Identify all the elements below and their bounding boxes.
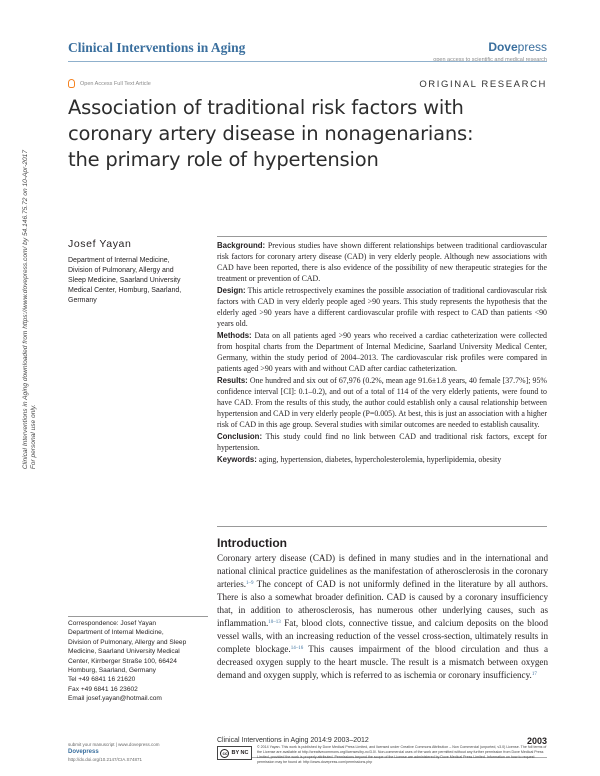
reference-link[interactable]: 10–13 xyxy=(268,620,281,626)
cc-label: BY NC xyxy=(231,750,249,756)
affiliation-line: Germany xyxy=(68,297,97,304)
correspondence xyxy=(68,619,213,704)
abstract-results xyxy=(217,375,547,430)
correspondence-line: Correspondence: Josef Yayan xyxy=(68,620,157,627)
open-access-label: Open Access Full Text Article xyxy=(80,80,151,87)
header-divider xyxy=(68,61,547,62)
author-affiliation xyxy=(68,256,213,306)
article-type: ORIGINAL RESEARCH xyxy=(419,79,547,90)
abstract-text: This article retrospectively examines the possible association of traditional cardiovascular risk factors with CAD in very elderly people aged >90 years. This study represents the hypothesis that the elderly aged >90 years have a different cardiovascular profile with respect to CAD than patients <90 years old. xyxy=(217,286,547,328)
page-number: 2003 xyxy=(526,736,547,746)
correspondence-email[interactable]: Email josef.yayan@hotmail.com xyxy=(68,695,162,703)
abstract-label: Design: xyxy=(217,286,246,295)
affiliation-line: Sleep Medicine, Saarland University xyxy=(68,277,181,284)
correspondence-line: Homburg, Saarland, Germany xyxy=(68,667,156,675)
footer-brand[interactable]: Dovepress xyxy=(68,748,99,755)
open-access-lock-icon xyxy=(68,79,75,88)
affiliation-line: Division of Pulmonary, Allergy and xyxy=(68,267,174,274)
title-line: the primary role of hypertension xyxy=(68,148,379,171)
abstract-text: One hundred and six out of 67,976 (0.2%, mean age 91.6±1.8 years, 40 female [37.7%]; 95% confidence interval [CI]: 0.1–0.2), and out of a total of 114 of the very elderly patients, were found to have CAD. From the results of this study, the author could establish only a causal relationship between hypertension and CAD in very elderly people (P=0.005). At best, this is just an association with a higher risk of CAD in this age group. Several studies with similar outcomes are needed to establish causality. xyxy=(217,376,547,429)
journal-name[interactable]: Clinical Interventions in Aging xyxy=(68,40,246,55)
correspondence-line: Tel +49 6841 16 21620 xyxy=(68,676,136,684)
abstract-conclusion xyxy=(217,431,547,453)
abstract-bottom-rule xyxy=(217,526,547,527)
title-line: Association of traditional risk factors with xyxy=(68,96,464,119)
footer-left xyxy=(68,741,159,764)
intro-sentence: Coronary artery disease (CAD) is defined in many studies and in the international and national clinical practice guidelines as the manifestation of atherosclerosis in the coronary arteries. xyxy=(217,553,548,590)
correspondence-rule xyxy=(68,616,208,617)
affiliation-line: Department of Internal Medicine, xyxy=(68,257,170,264)
article-title xyxy=(68,95,528,173)
introduction-heading: Introduction xyxy=(217,536,287,550)
intro-sentence: Fat, blood clots, connective tissue, and calcium deposits on the blood vessel walls, with an increasing reduction of the vessel cross-section, ultimately results in complete blockage. xyxy=(217,618,548,655)
title-line: coronary artery disease in nonagenarians: xyxy=(68,122,474,145)
abstract-text: Previous studies have shown different relationships between traditional cardiovascular risk factors for coronary artery disease (CAD) in very elderly people. Although new associations with CAD have been reported, there is also evidence of the possibility of new therapeutic strategies for the treatment or prevention of CAD. xyxy=(217,241,547,283)
abstract-top-rule xyxy=(217,236,547,237)
abstract-design xyxy=(217,285,547,329)
intro-sentence: The concept of CAD is not uniformly defined in the literature by all authors. There is also a somewhat broader definition. CAD is caused by a coronary insufficiency that, in addition to atherosclerosis, has numerous other underlying causes, such as inflammation. xyxy=(217,579,548,629)
correspondence-line: Fax +49 6841 16 23602 xyxy=(68,685,138,693)
abstract-label: Keywords: xyxy=(217,455,257,464)
cc-icon: cc xyxy=(222,750,228,756)
publisher-tagline: open access to scientific and medical research xyxy=(433,57,547,63)
intro-sentence: This causes impairment of the blood circulation and thus a decreased oxygen supply to the heart muscle. The result is a mismatch between oxygen demand and oxygen supply, which is referred to as ischemia or coronary insufficiency. xyxy=(217,644,549,681)
open-access-line xyxy=(68,79,151,88)
abstract xyxy=(217,240,547,466)
abstract-label: Methods: xyxy=(217,331,252,340)
reference-link[interactable]: 17 xyxy=(531,672,537,678)
affiliation-line: Medical Center, Homburg, Saarland, xyxy=(68,287,182,294)
abstract-label: Background: xyxy=(217,241,266,250)
correspondence-line: Division of Pulmonary, Allergy and Sleep xyxy=(68,638,187,646)
correspondence-line: Medicine, Saarland University Medical xyxy=(68,648,180,656)
license-text: © 2014 Yayan. This work is published by Dove Medical Press Limited, and licensed under Creative Commons Attribution – Non Commercial (unported, v3.0) License. The full terms of the License are available at http://creativecommons.org/licenses/by-nc/3.0/. Non-commercial uses of the work are permitted without any further permission from Dove Medical Press Limited, provided the work is properly attributed. Permissions beyond the scope of the License are administered by Dove Medical Press Limited. Information on how to request permission may be found at: http://www.dovepress.com/permissions.php xyxy=(257,745,547,764)
abstract-label: Conclusion: xyxy=(217,432,263,441)
creative-commons-badge[interactable] xyxy=(217,746,252,760)
personal-use-note: For personal use only. xyxy=(30,404,37,470)
reference-link[interactable]: 14–16 xyxy=(290,646,304,652)
submit-manuscript-link[interactable]: submit your manuscript | www.dovepress.com xyxy=(68,742,160,747)
publisher-logo[interactable] xyxy=(488,40,547,54)
abstract-text: aging, hypertension, diabetes, hypercholesterolemia, hyperlipidemia, obesity xyxy=(256,455,502,464)
abstract-keywords xyxy=(217,454,547,465)
publisher-brand: Dove xyxy=(488,40,518,54)
footer-citation: Clinical Interventions in Aging 2014:9 2003–2012 xyxy=(217,737,369,744)
abstract-methods xyxy=(217,330,547,374)
doi-link[interactable]: http://dx.doi.org/10.2147/CIA.S74871 xyxy=(68,757,143,762)
abstract-label: Results: xyxy=(217,376,248,385)
correspondence-line: Department of Internal Medicine, xyxy=(68,629,164,637)
abstract-text: Data on all patients aged >90 years who received a cardiac catheterization were collected from hospital charts from the Department of Internal Medicine, Saarland University Medical Center, Germany, within the study period of 2004–2013. The cardiovascular risk profiles were compared in patients aged >90 years with and without CAD after cardiac catheterization. xyxy=(217,331,547,373)
reference-link[interactable]: 1–9 xyxy=(246,581,254,587)
correspondence-line: Center, Kirrberger Straße 100, 66424 xyxy=(68,657,177,665)
download-note: Clinical Interventions in Aging downloaded from https://www.dovepress.com/ by 54.146.75.72 on 10-Apr-2017 xyxy=(22,150,29,470)
abstract-background xyxy=(217,240,547,284)
introduction-text xyxy=(217,552,548,682)
abstract-text: This study could find no link between CAD and traditional risk factors, except for hypertension. xyxy=(217,432,547,452)
author-name: Josef Yayan xyxy=(68,238,132,250)
download-sidebar xyxy=(22,150,38,469)
publisher-suffix: press xyxy=(517,40,547,54)
